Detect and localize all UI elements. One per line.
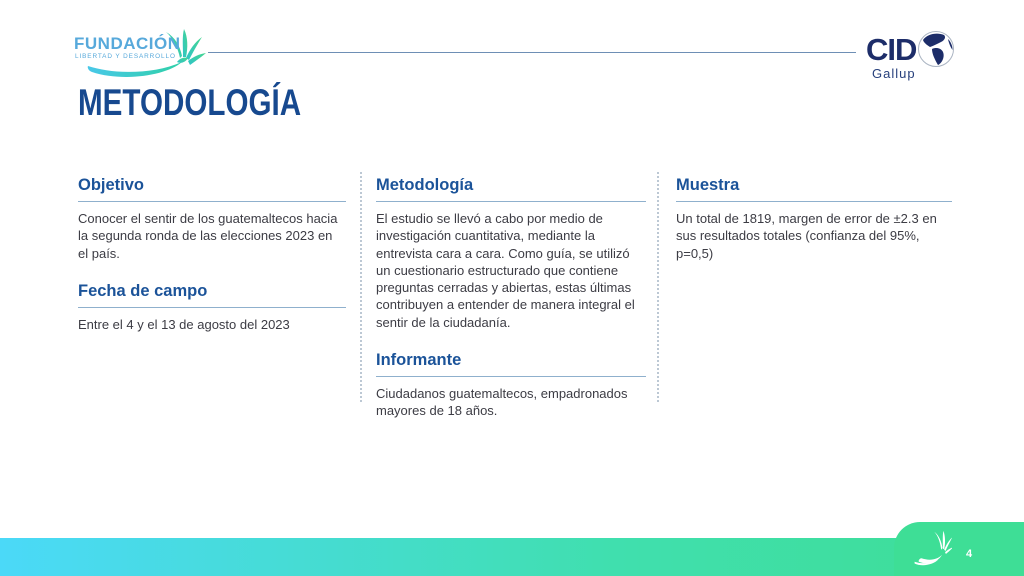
section-objetivo <box>78 176 346 262</box>
globe-icon <box>917 30 955 68</box>
header-divider <box>208 52 856 53</box>
section-muestra <box>676 176 952 262</box>
section-heading: Fecha de campo <box>78 282 346 308</box>
section-heading: Muestra <box>676 176 952 202</box>
fundacion-bird-icon <box>74 28 208 82</box>
section-informante <box>376 351 646 420</box>
fundacion-tagline: LIBERTAD Y DESARROLLO <box>75 53 176 60</box>
section-body: Entre el 4 y el 13 de agosto del 2023 <box>78 316 290 332</box>
section-heading: Objetivo <box>78 176 346 202</box>
page-number: 4 <box>966 548 973 560</box>
section-heading: Metodología <box>376 176 646 202</box>
column-objetivo <box>78 176 346 353</box>
fundacion-wordmark: FUNDACIÓN <box>74 34 181 53</box>
section-body: Un total de 1819, margen de error de ±2.3 en sus resultados totales (confianza del 95%, p=0,5) <box>676 211 937 261</box>
dotted-separator <box>360 172 362 402</box>
footer-tab <box>894 522 1024 576</box>
footer-gradient-bar <box>0 538 1024 576</box>
column-metodologia <box>376 176 646 440</box>
section-fecha-de-campo <box>78 282 346 333</box>
section-body: Ciudadanos guatemaltecos, empadronados mayores de 18 años. <box>376 385 628 419</box>
section-heading: Informante <box>376 351 646 377</box>
page-title: METODOLOGÍA <box>78 82 302 123</box>
cid-sub-label: Gallup <box>872 66 916 81</box>
section-metodologia <box>376 176 646 331</box>
cid-gallup-logo <box>866 30 958 81</box>
footer-bird-icon <box>906 526 952 570</box>
cid-wordmark: CID <box>866 31 917 67</box>
section-body: El estudio se llevó a cabo por medio de investigación cuantitativa, mediante la entrevista cara a cara. Como guía, se utilizó un cuestionario estructurado que contiene preguntas cerradas y abiertas, estas últimas contribuyen a entender de manera integral el sentir de la ciudadanía. <box>376 211 635 330</box>
section-body: Conocer el sentir de los guatemaltecos hacia la segunda ronda de las elecciones 2023 en el país. <box>78 211 338 261</box>
fundacion-logo <box>74 28 208 82</box>
dotted-separator <box>657 172 659 402</box>
column-muestra <box>676 176 952 282</box>
